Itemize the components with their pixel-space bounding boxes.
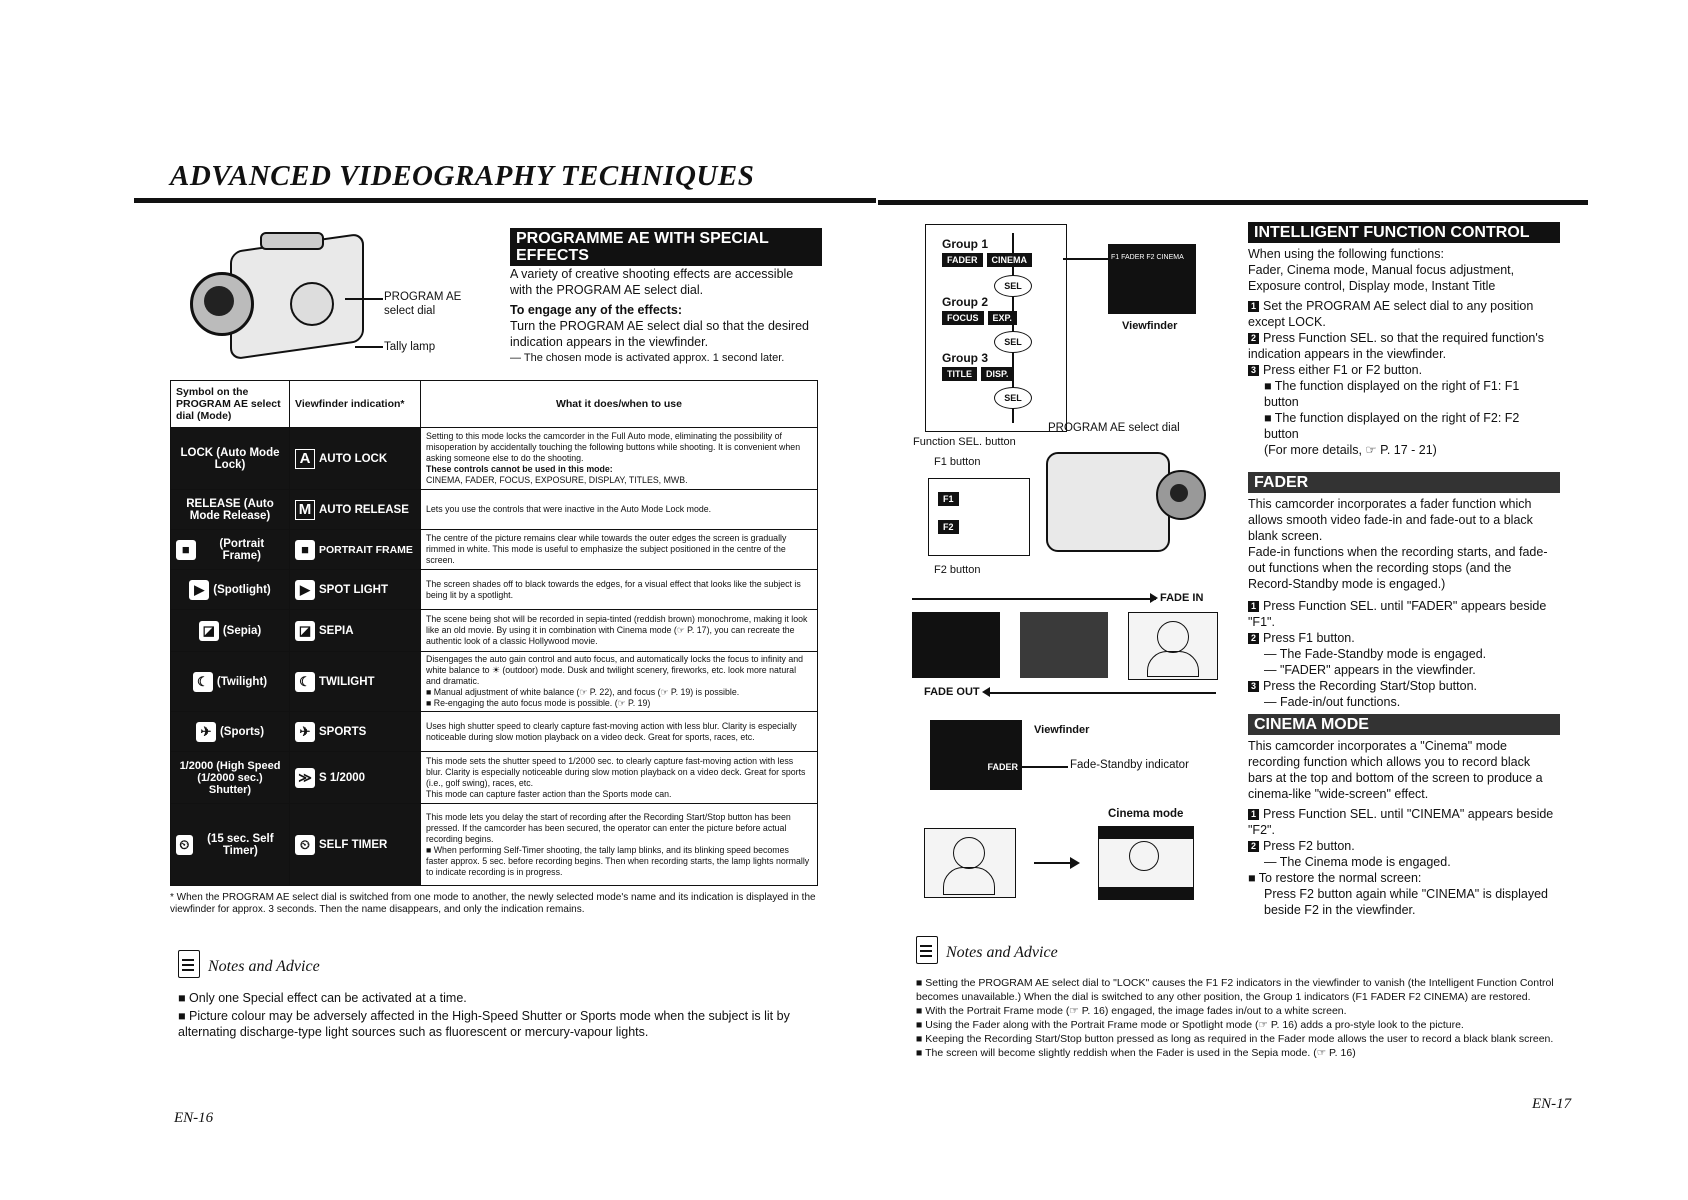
- mode-symbol: RELEASE (Auto Mode Release): [171, 490, 290, 530]
- table-row: [171, 490, 818, 530]
- viewfinder-indication: ✈ SPORTS: [290, 712, 421, 752]
- mode-description: The scene being shot will be recorded in sepia-tinted (reddish brown) monochrome, making it look like an old movie. By using it in combination with Cinema mode (☞ P. 17), you can recreate the authentic look of a classic Hollywood movie.: [421, 610, 818, 652]
- viewfinder-display: F1 FADER F2 CINEMA: [1108, 244, 1196, 314]
- list-item: ■ The screen will become slightly reddish when the Fader is used in the Sepia mode. (☞ P. 16): [916, 1047, 1356, 1059]
- viewfinder-indication: ▶ SPOT LIGHT: [290, 570, 421, 610]
- viewfinder-indication: ⏲ SELF TIMER: [290, 804, 421, 886]
- viewfinder-indication: ≫ S 1/2000: [290, 752, 421, 804]
- mode-symbol: ✈ (Sports): [171, 712, 290, 752]
- list-item: ■ Picture colour may be adversely affected in the High-Speed Shutter or Sports mode when the subject is lit by alternating discharge-type light sources such as fluorescent or mercury-vapour lights.: [178, 1009, 790, 1039]
- mode-symbol: ▶ (Spotlight): [171, 570, 290, 610]
- dial-leader: [345, 298, 383, 300]
- viewfinder-indication: A AUTO LOCK: [290, 428, 421, 490]
- fade-standby-label: Fade-Standby indicator: [1070, 759, 1189, 771]
- programme-ae-subhead: To engage any of the effects:: [510, 303, 683, 317]
- fader-heading: FADER: [1248, 472, 1560, 493]
- cinema-body: This camcorder incorporates a "Cinema" mode recording function which allows you to record black bars at the top and bottom of the screen to produce a cinema-like "wide-screen" effect. 1 Press Function SEL. until "CINEMA" appears beside "F2". 2 Press F2 button. — The Cinema mode is engaged. ■ To restore the normal screen: Press F2 button again while "CINEMA" is displayed beside F2 in the viewfinder.: [1248, 738, 1556, 918]
- f1-fader: FADER: [942, 253, 983, 267]
- table-row: [171, 652, 818, 712]
- camcorder-illustration: F1 F2: [926, 448, 1216, 558]
- ifc-heading: INTELLIGENT FUNCTION CONTROL: [1248, 222, 1560, 243]
- fade-frame-black: [912, 612, 1000, 678]
- ifc-steps: [1248, 298, 1556, 458]
- list-item: 1 Press Function SEL. until "CINEMA" appears beside "F2".: [1248, 807, 1554, 837]
- ifc-intro: When using the following functions: Fader, Cinema mode, Manual focus adjustment, Exposure control, Display mode, Instant Title: [1248, 247, 1515, 293]
- camcorder-illustration: [190, 232, 390, 362]
- notes-title: Notes and Advice: [208, 958, 320, 975]
- group-2-label: Group 2: [942, 295, 989, 309]
- list-item: 3 Press the Recording Start/Stop button.: [1248, 678, 1556, 694]
- fade-out-label: FADE OUT: [924, 686, 980, 698]
- sepia-icon: ◪: [295, 621, 315, 641]
- dial-label: PROGRAM AE select dial: [384, 291, 462, 317]
- table-footnote: * When the PROGRAM AE select dial is switched from one mode to another, the newly selected mode's name and its indication is displayed in the viewfinder for approx. 3 seconds. Then the name disappears, and only the indication remains.: [170, 892, 816, 915]
- twilight-icon: ☾: [295, 672, 315, 692]
- auto-release-icon: M: [295, 500, 315, 520]
- sel-button: SEL: [994, 275, 1032, 297]
- mode-table: [170, 380, 818, 886]
- function-sel-label: Function SEL. button: [913, 436, 1016, 448]
- list-item: (For more details, ☞ P. 17 - 21): [1264, 443, 1437, 457]
- mode-symbol: 1/2000 (High Speed (1/2000 sec.) Shutter): [171, 752, 290, 804]
- mode-description: Lets you use the controls that were inactive in the Auto Mode Lock mode.: [421, 490, 818, 530]
- fade-in-arrow: [912, 598, 1156, 600]
- mode-symbol: LOCK (Auto Mode Lock): [171, 428, 290, 490]
- f1-title: TITLE: [942, 367, 977, 381]
- viewfinder-indication: M AUTO RELEASE: [290, 490, 421, 530]
- list-item: 1 Set the PROGRAM AE select dial to any position except LOCK.: [1248, 299, 1534, 329]
- mode-description: Uses high shutter speed to clearly capture fast-moving action with less blur. Clarity is especially noticeable during slow motion playback on a video deck. Great for sports, races, etc.: [421, 712, 818, 752]
- notes-list: [178, 990, 828, 1040]
- self-timer-icon: ⏲: [176, 835, 193, 855]
- list-item: ■ The function displayed on the right of F1: F1 button: [1264, 379, 1520, 409]
- group-3-label: Group 3: [942, 351, 989, 365]
- list-item: ■ Only one Special effect can be activated at a time.: [178, 991, 467, 1005]
- list-item: ■ With the Portrait Frame mode (☞ P. 16) engaged, the image fades in/out to a white screen.: [916, 1005, 1347, 1017]
- mode-symbol: ■ (Portrait Frame): [171, 530, 290, 570]
- mode-description: The centre of the picture remains clear while towards the outer edges the screen is gradually rimmed in white. This mode is useful to emphasize the subject positioned in the centre of the screen.: [421, 530, 818, 570]
- tally-leader: [355, 346, 383, 348]
- table-row: [171, 610, 818, 652]
- programme-ae-step: Turn the PROGRAM AE select dial so that the desired indication appears in the viewfinder.: [510, 319, 809, 349]
- notes-icon: [916, 936, 938, 964]
- table-row: [171, 530, 818, 570]
- function-group-diagram: [925, 224, 1067, 432]
- sel-button: SEL: [994, 387, 1032, 409]
- programme-ae-heading: PROGRAMME AE WITH SPECIAL EFFECTS: [510, 228, 822, 266]
- mode-description: This mode lets you delay the start of recording after the Recording Start/Stop button has been pressed. If the camcorder has been secured, the operator can enter the picture before actual recording begins. ■ When performing Self-Timer shooting, the tally lamp blinks, and its blinking speed becomes faster approx. 5 sec. before recording begins. Then when recording starts, the lamp lights normally to indicate recording is in progress.: [421, 804, 818, 886]
- f1-focus: FOCUS: [942, 311, 984, 325]
- sports-icon: ✈: [196, 722, 216, 742]
- list-item: 2 Press F2 button.: [1248, 838, 1556, 854]
- list-item: 2 Press Function SEL. so that the required function's indication appears in the viewfinder.: [1248, 331, 1545, 361]
- list-item: 1 Press Function SEL. until "FADER" appears beside "F1".: [1248, 599, 1547, 629]
- cinema-heading: CINEMA MODE: [1248, 714, 1560, 735]
- f2-cinema: CINEMA: [987, 253, 1033, 267]
- list-item: ■ Using the Fader along with the Portrait Frame mode or Spotlight mode (☞ P. 16) adds a pro-style look to the picture.: [916, 1019, 1464, 1031]
- mode-symbol: ⏲ (15 sec. Self Timer): [171, 804, 290, 886]
- viewfinder-fader-display: FADER: [930, 720, 1022, 790]
- sepia-icon: ◪: [199, 621, 219, 641]
- cinema-frame: [1098, 826, 1194, 900]
- high-speed-shutter-icon: ≫: [295, 768, 315, 788]
- self-timer-icon: ⏲: [295, 835, 315, 855]
- col-desc-header: What it does/when to use: [421, 381, 818, 428]
- spotlight-icon: ▶: [189, 580, 209, 600]
- tally-label: Tally lamp: [384, 341, 436, 353]
- table-row: [171, 804, 818, 886]
- viewfinder-label: Viewfinder: [1034, 724, 1090, 736]
- normal-frame: [924, 828, 1016, 898]
- mode-description: The screen shades off to black towards the edges, for a visual effect that looks like the subject is being lit by a spotlight.: [421, 570, 818, 610]
- list-item: 3 Press either F1 or F2 button.: [1248, 362, 1556, 378]
- mode-symbol: ◪ (Sepia): [171, 610, 290, 652]
- fade-in-label: FADE IN: [1160, 592, 1204, 604]
- fader-body: This camcorder incorporates a fader function which allows smooth video fade-in and fade-out to a black blank screen. Fade-in functions when the recording starts, and fade-out functions when the recording stops (and the Record-Standby mode is engaged.) 1 Press Function SEL. until "FADER" appears beside "F1". 2 Press F1 button. — The Fade-Standby mode is engaged. — "FADER" appears in the viewfinder. 3 Press the Recording Start/Stop button. — Fade-in/out functions.: [1248, 496, 1556, 710]
- twilight-icon: ☾: [193, 672, 213, 692]
- list-item: ■ Keeping the Recording Start/Stop button pressed as long as required in the Fader mode allows the user to record a black blank screen.: [916, 1033, 1554, 1045]
- notes-list: [916, 976, 1564, 1060]
- portrait-frame-icon: ■: [176, 540, 196, 560]
- page-number: EN-16: [174, 1110, 214, 1126]
- title-rule-left: [134, 198, 876, 203]
- table-row: [171, 712, 818, 752]
- col-symbol-header: Symbol on the PROGRAM AE select dial (Mode): [171, 381, 290, 428]
- table-row: [171, 428, 818, 490]
- auto-lock-icon: A: [295, 449, 315, 469]
- sel-button: SEL: [994, 331, 1032, 353]
- fade-frame-picture: [1128, 612, 1218, 680]
- list-item: ■ Setting the PROGRAM AE select dial to "LOCK" causes the F1 F2 indicators in the viewfinder to vanish (the Intelligent Function Control becomes unavailable.) When the dial is switched to any other position, the Group 1 indicators (F1 FADER F2 CINEMA) are restored.: [916, 977, 1554, 1003]
- col-viewfinder-header: Viewfinder indication*: [290, 381, 421, 428]
- f2-exp: EXP.: [988, 311, 1017, 325]
- program-dial-label: PROGRAM AE select dial: [1048, 422, 1180, 434]
- title-rule-right: [878, 200, 1588, 205]
- mode-description: This mode sets the shutter speed to 1/2000 sec. to clearly capture fast-moving action with less blur. Clarity is especially noticeable during slow motion playback on a video deck. Great for sports (i.e., golf swing), races, etc. This mode can capture faster action than the Sports mode can.: [421, 752, 818, 804]
- mode-description: Setting to this mode locks the camcorder in the Full Auto mode, eliminating the possibility of misoperation by accidentally touching the following buttons while shooting. It is convenient when asking someone else to do the shooting. These controls cannot be used in this mode: CINEMA, FADER, FOCUS, EXPOSURE, DISPLAY, TITLES, MWB.: [421, 428, 818, 490]
- list-item: 2 Press F1 button.: [1248, 630, 1556, 646]
- mode-symbol: ☾ (Twilight): [171, 652, 290, 712]
- sports-icon: ✈: [295, 722, 315, 742]
- spotlight-icon: ▶: [295, 580, 315, 600]
- notes-title: Notes and Advice: [946, 944, 1058, 961]
- page-number: EN-17: [1532, 1096, 1572, 1112]
- cinema-mode-label: Cinema mode: [1108, 808, 1184, 820]
- fade-out-arrow: [988, 692, 1216, 694]
- cinema-arrow: [1034, 862, 1074, 864]
- table-row: [171, 752, 818, 804]
- programme-ae-note: — The chosen mode is activated approx. 1 second later.: [510, 352, 785, 364]
- viewfinder-indication: ■ PORTRAIT FRAME: [290, 530, 421, 570]
- f2-disp: DISP.: [981, 367, 1013, 381]
- f1-button-label: F1 button: [934, 456, 981, 468]
- table-row: [171, 570, 818, 610]
- notes-icon: [178, 950, 200, 978]
- page-title: ADVANCED VIDEOGRAPHY TECHNIQUES: [170, 160, 755, 192]
- fade-frame-grey: [1020, 612, 1108, 678]
- group-1-label: Group 1: [942, 237, 989, 251]
- list-item: ■ The function displayed on the right of F2: F2 button: [1264, 411, 1520, 441]
- viewfinder-indication: ☾ TWILIGHT: [290, 652, 421, 712]
- f2-button-label: F2 button: [934, 564, 981, 576]
- programme-ae-intro: A variety of creative shooting effects are accessible with the PROGRAM AE select dial.: [510, 267, 794, 297]
- portrait-frame-icon: ■: [295, 540, 315, 560]
- mode-description: Disengages the auto gain control and auto focus, and automatically locks the focus to infinity and white balance to ☀ (outdoor) mode. Dusk and twilight scenery, fireworks, etc. look more natural and dramatic. ■ Manual adjustment of white balance (☞ P. 22), and focus (☞ P. 19) is possible. ■ Re-engaging the auto focus mode is possible. (☞ P. 19): [421, 652, 818, 712]
- viewfinder-label: Viewfinder: [1122, 320, 1178, 332]
- viewfinder-indication: ◪ SEPIA: [290, 610, 421, 652]
